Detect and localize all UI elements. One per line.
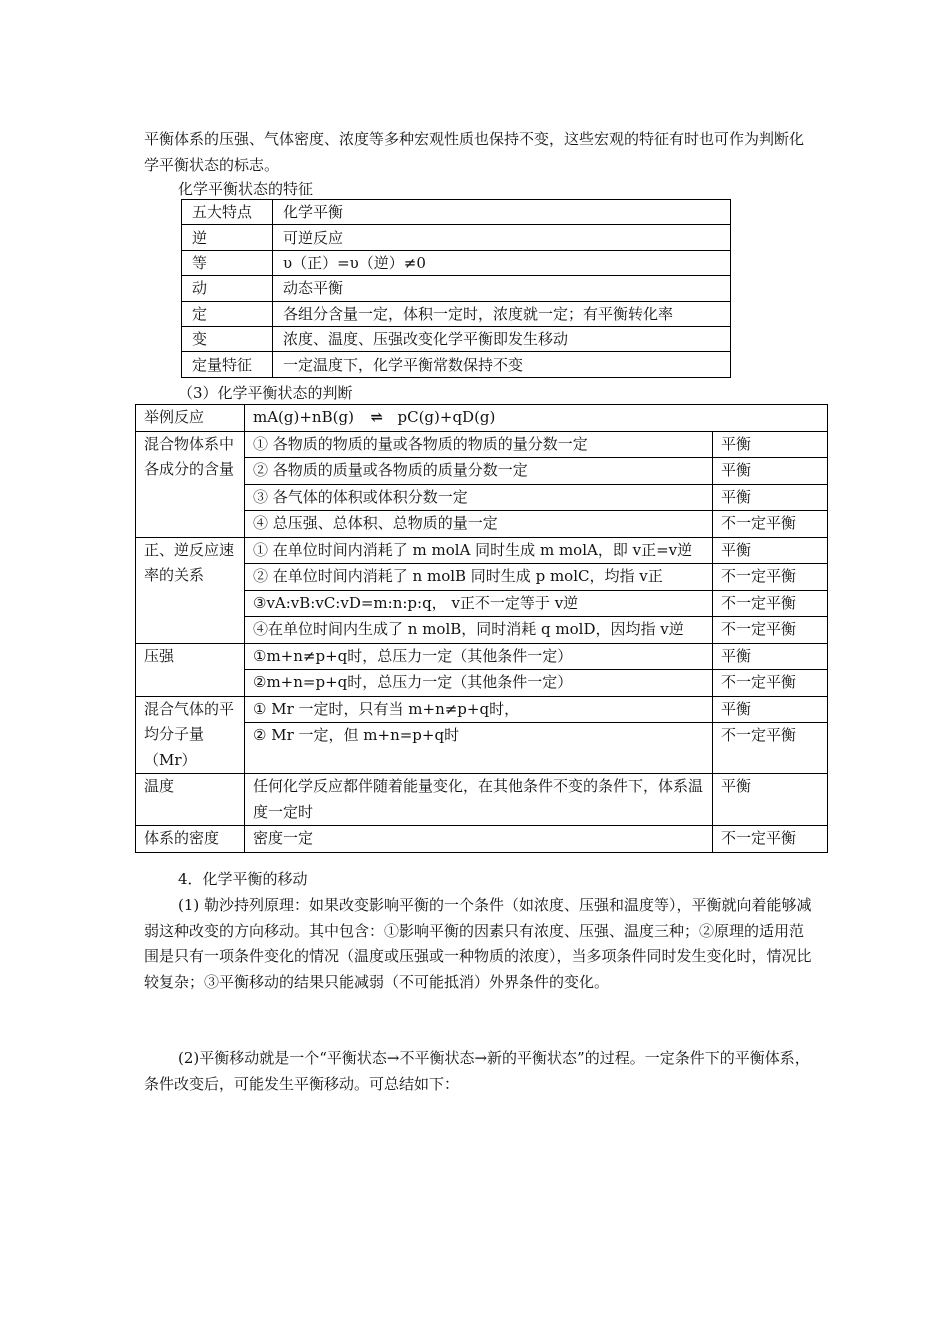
table-cell: ③ 各气体的体积或体积分数一定 <box>245 484 713 511</box>
table-cell: 化学平衡 <box>273 200 731 225</box>
group-label: 正、逆反应速率的关系 <box>136 537 245 643</box>
table-cell: 各组分含量一定，体积一定时，浓度就一定；有平衡转化率 <box>273 301 731 326</box>
table-cell: 不一定平衡 <box>713 723 828 774</box>
table-row <box>136 537 828 564</box>
table-row <box>136 696 828 723</box>
table-cell: ② 在单位时间内消耗了 n molB 同时生成 p molC，均指 v正 <box>245 564 713 591</box>
reaction-equation <box>245 405 828 432</box>
section-heading: 4．化学平衡的移动 <box>178 870 308 888</box>
table-cell: 动 <box>182 276 273 301</box>
table-cell: 不一定平衡 <box>713 826 828 853</box>
table-cell: ① 各物质的物质的量或各物质的物质的量分数一定 <box>245 431 713 458</box>
table-cell: 平衡 <box>713 696 828 723</box>
table-cell: 不一定平衡 <box>713 511 828 538</box>
table-cell: 任何化学反应都伴随着能量变化，在其他条件不变的条件下，体系温度一定时 <box>245 774 713 826</box>
table-row <box>136 826 828 853</box>
table-cell: 不一定平衡 <box>713 670 828 697</box>
paragraph-le-chatelier: (1) 勒沙持列原理：如果改变影响平衡的一个条件（如浓度、压强和温度等），平衡就向着能够减弱这种改变的方向移动。其中包含：①影响平衡的因素只有浓度、压强、温度三种；②原理的适用范围是只有一项条件变化的情况（温度或压强或一种物质的浓度），当多项条件同时发生变化时，情况比较复杂；③平衡移动的结果只能减弱（不可能抵消）外界条件的变化。 <box>144 896 812 991</box>
table-cell: 不一定平衡 <box>713 590 828 617</box>
table-cell: 平衡 <box>713 537 828 564</box>
table-cell: ① Mr 一定时，只有当 m+n≠p+q时， <box>245 696 713 723</box>
table-row <box>136 643 828 670</box>
table-cell: 平衡 <box>713 431 828 458</box>
table-cell: 不一定平衡 <box>713 564 828 591</box>
table-cell: 浓度、温度、压强改变化学平衡即发生移动 <box>273 326 731 351</box>
table-cell: υ（正）=υ（逆）≠0 <box>273 250 731 275</box>
equilibrium-judgement-table <box>135 404 828 853</box>
table-cell: ① 在单位时间内消耗了 m molA 同时生成 m molA，即 v正=v逆 <box>245 537 713 564</box>
table-cell: ④ 总压强、总体积、总物质的量一定 <box>245 511 713 538</box>
table-cell: ④在单位时间内生成了 n molB，同时消耗 q molD，因均指 v逆 <box>245 617 713 644</box>
group-label: 混合气体的平均分子量（Mr） <box>136 696 245 774</box>
table-row <box>182 352 731 377</box>
table1-title: 化学平衡状态的特征 <box>178 180 314 198</box>
equilibrium-features-table <box>181 199 731 378</box>
table-cell: ②m+n=p+q时，总压力一定（其他条件一定） <box>245 670 713 697</box>
table-cell: 定量特征 <box>182 352 273 377</box>
group-label: 压强 <box>136 643 245 696</box>
reaction-left: mA(g)+nB(g) <box>253 408 354 426</box>
table-row <box>136 405 828 432</box>
group-label: 混合物体系中各成分的含量 <box>136 431 245 537</box>
table-cell: 平衡 <box>713 774 828 826</box>
table-cell: ③vA:vB:vC:vD=m:n:p:q， v正不一定等于 v逆 <box>245 590 713 617</box>
table-cell: ①m+n≠p+q时，总压力一定（其他条件一定） <box>245 643 713 670</box>
table-cell: ② Mr 一定，但 m+n=p+q时 <box>245 723 713 774</box>
table-row <box>182 200 731 225</box>
equilibrium-arrow-icon: ⇌ <box>370 408 381 426</box>
reaction-right: pC(g)+qD(g) <box>397 408 496 426</box>
table-cell: 一定温度下，化学平衡常数保持不变 <box>273 352 731 377</box>
table-row <box>182 326 731 351</box>
table-cell: 动态平衡 <box>273 276 731 301</box>
table-cell: 逆 <box>182 225 273 250</box>
table-cell: 可逆反应 <box>273 225 731 250</box>
group-label: 体系的密度 <box>136 826 245 853</box>
table-row <box>182 250 731 275</box>
table-cell: 平衡 <box>713 458 828 485</box>
table-cell: 变 <box>182 326 273 351</box>
table-row <box>136 431 828 458</box>
table-cell: ② 各物质的质量或各物质的质量分数一定 <box>245 458 713 485</box>
paragraph-equilibrium-shift: (2)平衡移动就是一个“平衡状态→不平衡状态→新的平衡状态”的过程。一定条件下的平衡体系，条件改变后，可能发生平衡移动。可总结如下： <box>144 1049 810 1093</box>
table-row <box>182 276 731 301</box>
table-row <box>182 301 731 326</box>
table2-title: （3）化学平衡状态的判断 <box>178 384 353 402</box>
table-cell: 定 <box>182 301 273 326</box>
table-row <box>182 225 731 250</box>
table-cell: 平衡 <box>713 643 828 670</box>
table-row <box>136 774 828 826</box>
table-cell: 举例反应 <box>136 405 245 432</box>
intro-paragraph: 平衡体系的压强、气体密度、浓度等多种宏观性质也保持不变，这些宏观的特征有时也可作为判断化学平衡状态的标志。 <box>144 130 805 174</box>
table-cell: 密度一定 <box>245 826 713 853</box>
table-cell: 等 <box>182 250 273 275</box>
table-cell: 平衡 <box>713 484 828 511</box>
table-cell: 不一定平衡 <box>713 617 828 644</box>
table-cell: 五大特点 <box>182 200 273 225</box>
group-label: 温度 <box>136 774 245 826</box>
